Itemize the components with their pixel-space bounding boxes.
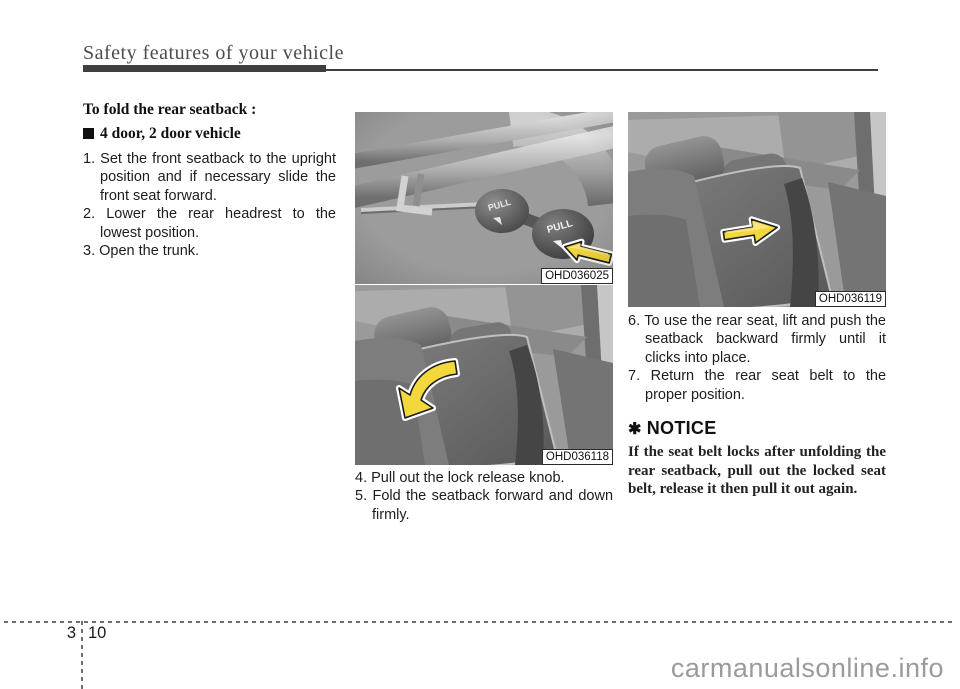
figure-seat-fold: [355, 285, 613, 465]
page-title: Safety features of your vehicle: [83, 42, 344, 64]
step-text: To use the rear seat, lift and push the seatback backward firmly until it clicks into place.: [644, 313, 886, 366]
black-square-bullet-icon: [83, 128, 94, 139]
step-5: [355, 487, 613, 524]
notice-heading: [628, 418, 886, 439]
step-6: [628, 312, 886, 367]
figure-caption: OHD036025: [541, 268, 613, 284]
page-number: 10: [88, 624, 107, 642]
notice-asterisk-icon: ✱: [628, 421, 642, 439]
variant-subheading: [83, 124, 336, 143]
pull-knob-illustration: [355, 112, 613, 284]
step-number: 3.: [83, 243, 96, 260]
section-heading: To fold the rear seatback :: [83, 101, 257, 118]
figure-caption: OHD036119: [815, 291, 886, 307]
step-number: 6.: [628, 313, 641, 329]
step-text: Return the rear seat belt to the proper position.: [645, 368, 887, 403]
step-1: [83, 150, 336, 205]
seat-unfold-illustration: [628, 112, 886, 307]
figure-pull-knob: [355, 112, 613, 284]
chapter-number: 3: [66, 624, 76, 642]
seat-fold-illustration: [355, 285, 613, 465]
step-number: 5.: [355, 488, 368, 505]
step-text: Set the front seatback to the upright position and if necessary slide the front seat forward.: [100, 151, 337, 204]
left-column: [83, 100, 336, 260]
footer-dashed-rule: [4, 621, 956, 623]
step-text: Lower the rear headrest to the lowest position.: [100, 206, 336, 241]
step-3: [83, 242, 336, 260]
middle-column-steps: [355, 469, 613, 524]
step-text: Pull out the lock release knob.: [371, 470, 565, 486]
figure-seat-unfold: [628, 112, 886, 307]
watermark: carmanualsonline.info: [670, 653, 944, 683]
step-number: 4.: [355, 470, 368, 486]
step-4: [355, 469, 613, 487]
step-number: 2.: [83, 206, 96, 223]
figure-caption: OHD036118: [542, 449, 613, 465]
step-number: 7.: [628, 368, 641, 385]
variant-subheading-label: 4 door, 2 door vehicle: [100, 125, 241, 142]
notice-title: NOTICE: [646, 418, 717, 439]
right-column: [628, 312, 886, 499]
footer-dashed-divider: [81, 621, 83, 689]
notice-body: If the seat belt locks after unfolding the rear seatback, pull out the locked seat belt, release it then pull it out again.: [628, 444, 886, 498]
step-number: 1.: [83, 151, 96, 167]
step-7: [628, 367, 886, 404]
step-2: [83, 205, 336, 242]
header-rule-thick: [83, 65, 326, 72]
step-text: Fold the seatback forward and down firmly.: [372, 488, 614, 523]
step-text: Open the trunk.: [99, 243, 200, 260]
